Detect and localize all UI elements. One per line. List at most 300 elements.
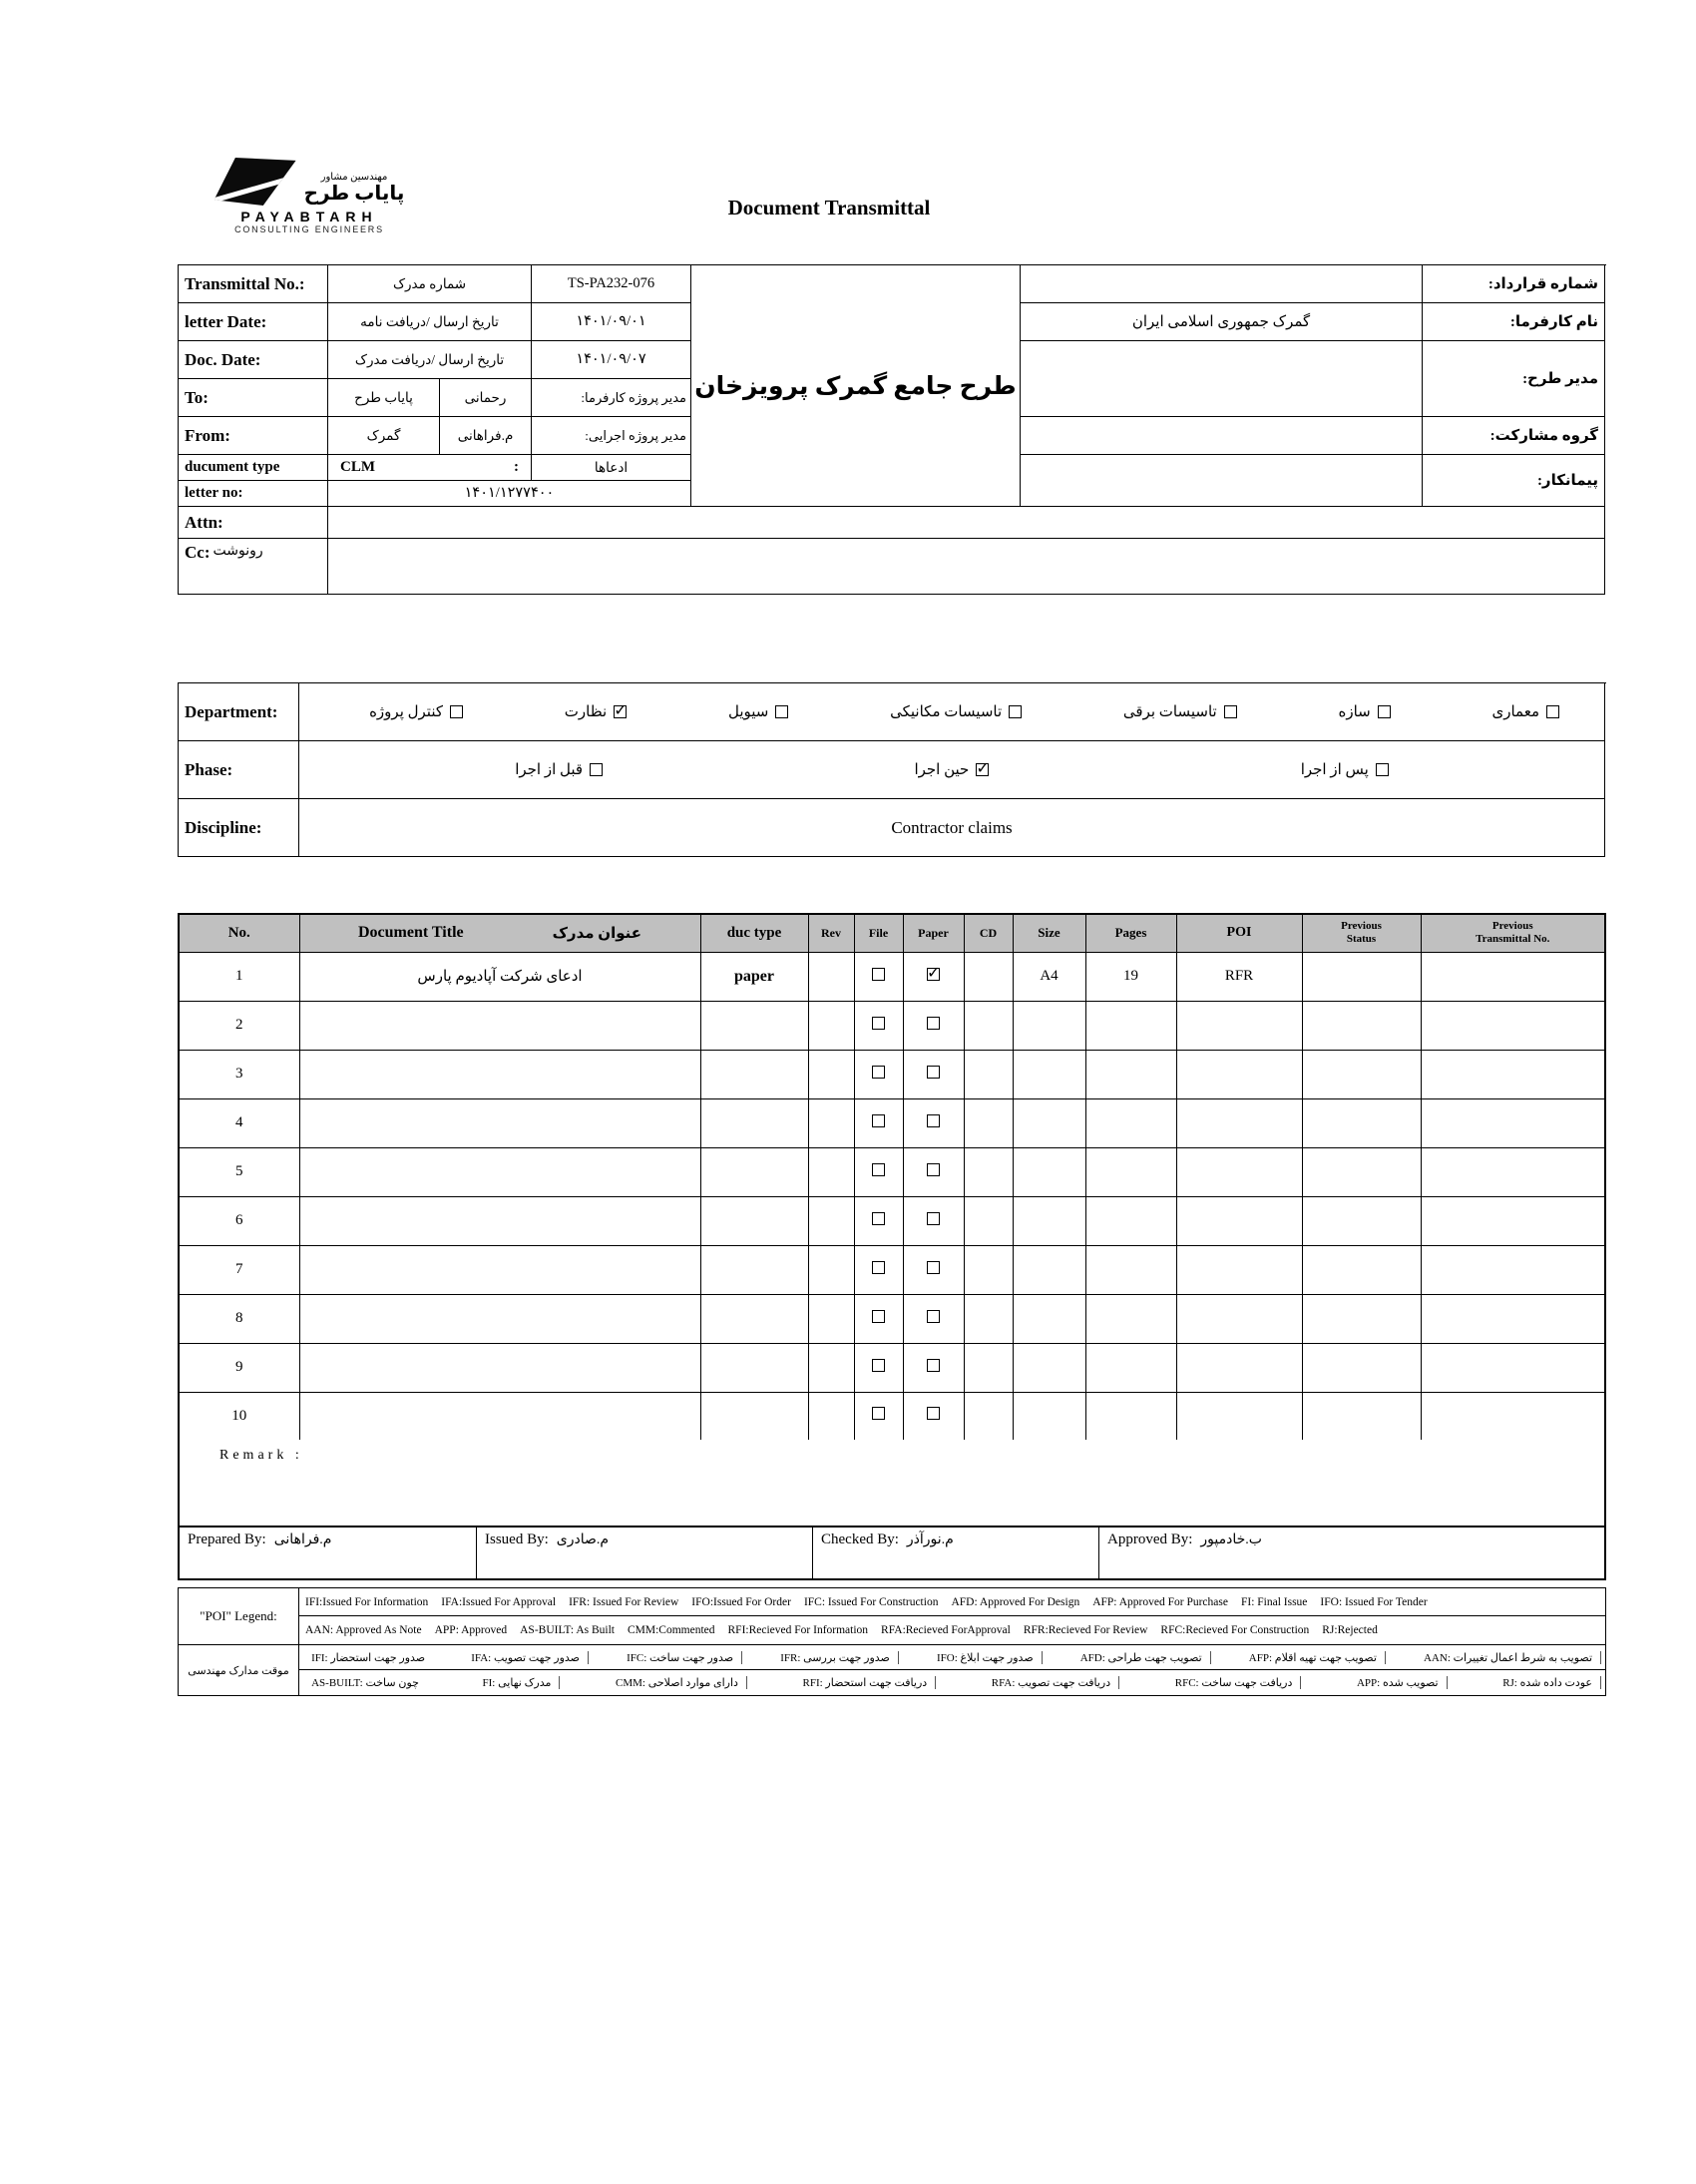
cell-paper: [903, 1343, 964, 1392]
contractor-value-field: [1021, 455, 1423, 507]
contractor-label: پیمانکار:: [1423, 455, 1605, 507]
cell-paper: [903, 952, 964, 1001]
file-checkbox[interactable]: [872, 1017, 885, 1030]
phase-checkbox[interactable]: [976, 763, 989, 776]
cell-title: [299, 1147, 700, 1196]
cell-cd: [964, 1147, 1013, 1196]
project-title: طرح جامع گمرک پرویزخان: [691, 265, 1021, 507]
discipline-value: Contractor claims: [299, 799, 1605, 857]
cell-prev-transmittal: [1421, 1294, 1605, 1343]
from-label: From:: [179, 417, 328, 455]
header-rev: Rev: [808, 914, 854, 952]
plan-manager-label: مدیر طرح:: [1423, 341, 1605, 417]
documents-header-row: [179, 914, 1605, 952]
letter-date-label-fa: تاریخ ارسال /دریافت نامه: [328, 303, 532, 341]
contract-no-value-field: [1021, 265, 1423, 303]
header-previous-status: Previous Status: [1302, 914, 1421, 952]
phase-option: [1301, 760, 1389, 779]
cell-poi: [1176, 1392, 1302, 1441]
fa-legend-item: RFI: دریافت جهت استحضار: [794, 1676, 936, 1689]
phase-option-label: قبل از اجرا: [515, 762, 584, 778]
signature-cell: [477, 1528, 813, 1578]
fa-legend-item: RFA: دریافت جهت تصویب: [984, 1676, 1119, 1689]
cell-pages: [1085, 1343, 1176, 1392]
fa-legend-line-2: [299, 1670, 1605, 1695]
document-type-value-cell: [328, 455, 532, 481]
cell-paper: [903, 1147, 964, 1196]
cell-rev: [808, 1294, 854, 1343]
cell-no: 8: [179, 1294, 299, 1343]
cell-doc-type: paper: [700, 952, 808, 1001]
cell-size: [1013, 1245, 1085, 1294]
exec-pm-label: مدیر پروژه اجرایی:: [532, 417, 691, 455]
poi-legend-item: AAN: Approved As Note: [305, 1624, 422, 1636]
cell-cd: [964, 1343, 1013, 1392]
cell-cd: [964, 1196, 1013, 1245]
cell-doc-type: [700, 1245, 808, 1294]
document-row: [179, 1245, 1605, 1294]
fa-legend-item: CMM: دارای موارد اصلاحی: [608, 1676, 747, 1689]
fa-legend-item: RFC: دریافت جهت ساخت: [1167, 1676, 1302, 1689]
header-file: File: [854, 914, 903, 952]
discipline-label: Discipline:: [179, 799, 299, 857]
poi-legend-label: "POI" Legend:: [179, 1588, 299, 1644]
cell-pages: [1085, 1392, 1176, 1441]
cell-size: [1013, 1098, 1085, 1147]
paper-checkbox[interactable]: [927, 968, 940, 981]
cell-paper: [903, 1294, 964, 1343]
cell-pages: 19: [1085, 952, 1176, 1001]
department-label: Department:: [179, 683, 299, 741]
phase-option: [914, 760, 989, 779]
cell-prev-status: [1302, 1196, 1421, 1245]
poi-legend-item: AFP: Approved For Purchase: [1092, 1595, 1228, 1608]
cc-label-fa: رونوشت: [212, 544, 263, 559]
cell-poi: RFR: [1176, 952, 1302, 1001]
department-option-label: معماری: [1491, 704, 1539, 720]
phase-checkbox[interactable]: [1376, 763, 1389, 776]
cell-pages: [1085, 1245, 1176, 1294]
file-checkbox[interactable]: [872, 1212, 885, 1225]
cell-prev-transmittal: [1421, 1098, 1605, 1147]
cell-size: [1013, 1196, 1085, 1245]
poi-legend-item: IFR: Issued For Review: [569, 1595, 679, 1608]
transmittal-info-table: [178, 264, 1606, 595]
file-checkbox[interactable]: [872, 1359, 885, 1372]
department-checkbox[interactable]: [1224, 705, 1237, 718]
cell-cd: [964, 1098, 1013, 1147]
header-doc-type: duc type: [700, 914, 808, 952]
department-checkbox[interactable]: [775, 705, 788, 718]
signature-label: Approved By:: [1107, 1531, 1193, 1547]
cell-pages: [1085, 1001, 1176, 1050]
cell-poi: [1176, 1001, 1302, 1050]
phase-option-label: حین اجرا: [914, 762, 970, 778]
cell-no: 2: [179, 1001, 299, 1050]
doc-date-label: Doc. Date:: [179, 341, 328, 379]
cell-size: [1013, 1001, 1085, 1050]
doc-date-label-fa: تاریخ ارسال /دریافت مدرک: [328, 341, 532, 379]
cell-title: [299, 1392, 700, 1441]
poi-legend-item: RJ:Rejected: [1322, 1624, 1378, 1636]
file-checkbox[interactable]: [872, 1114, 885, 1127]
department-option: [728, 702, 788, 721]
cell-cd: [964, 1392, 1013, 1441]
fa-legend-item: APP: تصویب شده: [1349, 1676, 1448, 1689]
cell-paper: [903, 1098, 964, 1147]
document-row: [179, 1147, 1605, 1196]
cell-rev: [808, 1245, 854, 1294]
remark-section: [178, 1440, 1606, 1528]
partnership-value-field: [1021, 417, 1423, 455]
header-pages: Pages: [1085, 914, 1176, 952]
paper-checkbox[interactable]: [927, 1261, 940, 1274]
signature-cell: [1099, 1528, 1604, 1578]
cell-file: [854, 1050, 903, 1098]
document-row: [179, 1294, 1605, 1343]
header-cd: CD: [964, 914, 1013, 952]
phase-options-row: [299, 741, 1605, 799]
poi-legend-item: IFC: Issued For Construction: [803, 1595, 939, 1608]
file-checkbox[interactable]: [872, 1163, 885, 1176]
poi-legend-item: RFR:Recieved For Review: [1023, 1624, 1148, 1636]
cell-poi: [1176, 1294, 1302, 1343]
fa-legend-item: AFD: تصویب جهت طراحی: [1072, 1651, 1211, 1664]
cell-doc-type: [700, 1343, 808, 1392]
cell-no: 5: [179, 1147, 299, 1196]
plan-manager-value-field: [1021, 341, 1423, 417]
document-row: [179, 1343, 1605, 1392]
header-no: No.: [179, 914, 299, 952]
cell-no: 7: [179, 1245, 299, 1294]
cell-pages: [1085, 1196, 1176, 1245]
signature-cell: [813, 1528, 1099, 1578]
cell-doc-type: [700, 1392, 808, 1441]
cell-prev-status: [1302, 1392, 1421, 1441]
cell-rev: [808, 1050, 854, 1098]
paper-checkbox[interactable]: [927, 1163, 940, 1176]
cell-file: [854, 1098, 903, 1147]
fa-legend-item: FI: مدرک نهایی: [475, 1676, 561, 1689]
header-paper: Paper: [903, 914, 964, 952]
cell-prev-transmittal: [1421, 1343, 1605, 1392]
phase-option-label: پس از اجرا: [1300, 762, 1369, 778]
cell-no: 3: [179, 1050, 299, 1098]
cc-label: Cc:: [185, 543, 211, 562]
poi-legend-line-1: [299, 1588, 1605, 1616]
poi-legend-item: CMM:Commented: [627, 1624, 715, 1636]
fa-legend-item: IFC: صدور جهت ساخت: [619, 1651, 742, 1664]
poi-legend-item: AS-BUILT: As Built: [520, 1624, 615, 1636]
to-value: پایاب طرح: [328, 379, 440, 417]
department-option: [1492, 702, 1560, 721]
signature-label: Issued By:: [485, 1531, 549, 1547]
page-title: Document Transmittal: [727, 196, 931, 219]
cell-poi: [1176, 1147, 1302, 1196]
signatures-row: [178, 1528, 1606, 1580]
from-value: گمرک: [328, 417, 440, 455]
client-pm-label: مدیر پروژه کارفرما:: [532, 379, 691, 417]
cell-pages: [1085, 1147, 1176, 1196]
poi-legend-item: RFA:Recieved ForApproval: [881, 1624, 1011, 1636]
cell-size: [1013, 1343, 1085, 1392]
poi-legend-item: RFC:Recieved For Construction: [1160, 1624, 1310, 1636]
cell-title: [299, 1196, 700, 1245]
cell-title: [299, 1050, 700, 1098]
document-type-value: CLM: [340, 459, 375, 475]
fa-legend-item: IFI: صدور جهت استحضار: [311, 1651, 426, 1664]
cell-doc-type: [700, 1147, 808, 1196]
file-checkbox[interactable]: [872, 1310, 885, 1323]
paper-checkbox[interactable]: [927, 1212, 940, 1225]
signature-label: Checked By:: [821, 1531, 899, 1547]
department-checkbox[interactable]: [1009, 705, 1022, 718]
logo-consultant-text: مهندسین مشاور: [320, 171, 388, 183]
document-row: [179, 1050, 1605, 1098]
attn-value-field: [328, 507, 1605, 539]
fa-legend-item: IFO: صدور جهت ابلاغ: [929, 1651, 1043, 1664]
cell-file: [854, 1245, 903, 1294]
cell-pages: [1085, 1294, 1176, 1343]
poi-legend-item: AFD: Approved For Design: [951, 1595, 1080, 1608]
cell-pages: [1085, 1098, 1176, 1147]
phase-checkbox[interactable]: [590, 763, 603, 776]
cell-poi: [1176, 1343, 1302, 1392]
fa-legend-item: RJ: عودت داده شده: [1494, 1676, 1601, 1689]
department-option-label: سیویل: [727, 704, 769, 720]
header-document-title: [299, 914, 700, 952]
cell-file: [854, 1294, 903, 1343]
cell-prev-transmittal: [1421, 1392, 1605, 1441]
cc-value-field: [328, 539, 1605, 595]
document-row: [179, 1001, 1605, 1050]
department-option: [369, 702, 463, 721]
cell-no: 4: [179, 1098, 299, 1147]
cell-doc-type: [700, 1098, 808, 1147]
document-row: [179, 1098, 1605, 1147]
poi-legend-item: APP: Approved: [434, 1624, 508, 1636]
logo-company-name-en: PAYABTARH: [240, 209, 378, 224]
fa-legend-item: AS-BUILT: چون ساخت: [311, 1677, 419, 1689]
cell-file: [854, 1392, 903, 1441]
fa-legend-table: [178, 1644, 1606, 1696]
fa-legend-item: AFP: تصویب جهت تهیه اقلام: [1241, 1651, 1386, 1664]
cell-no: 6: [179, 1196, 299, 1245]
signature-label: Prepared By:: [188, 1531, 266, 1547]
department-option: [1338, 702, 1390, 721]
department-option-label: نظارت: [564, 704, 608, 720]
cell-doc-type: [700, 1001, 808, 1050]
cell-prev-transmittal: [1421, 1050, 1605, 1098]
cell-pages: [1085, 1050, 1176, 1098]
cell-no: 1: [179, 952, 299, 1001]
poi-legend-item: IFO: Issued For Tender: [1320, 1595, 1428, 1608]
signature-name: م.صادری: [556, 1532, 610, 1547]
cell-poi: [1176, 1196, 1302, 1245]
cell-no: 10: [179, 1392, 299, 1441]
fa-legend-label: موقت مدارک مهندسی: [179, 1645, 299, 1695]
cell-title: [299, 1343, 700, 1392]
cell-prev-status: [1302, 1343, 1421, 1392]
cell-prev-transmittal: [1421, 1196, 1605, 1245]
fa-legend-item: IFA: صدور جهت تصویب: [463, 1651, 589, 1664]
header-poi: POI: [1176, 914, 1302, 952]
letter-no-label: letter no:: [179, 481, 328, 507]
paper-checkbox[interactable]: [927, 1359, 940, 1372]
signature-name: ب.خادمپور: [1200, 1532, 1262, 1547]
department-option: [890, 702, 1022, 721]
cell-title: [299, 1245, 700, 1294]
cell-prev-status: [1302, 1245, 1421, 1294]
cell-paper: [903, 1392, 964, 1441]
poi-legend-item: RFI:Recieved For Information: [727, 1624, 869, 1636]
file-checkbox[interactable]: [872, 968, 885, 981]
document-type-value-fa: ادعاها: [532, 455, 691, 481]
cell-title: ادعای شرکت آپادیوم پارس: [299, 952, 700, 1001]
cell-title: [299, 1098, 700, 1147]
cell-prev-transmittal: [1421, 1147, 1605, 1196]
department-checkbox[interactable]: [1546, 705, 1559, 718]
cell-prev-status: [1302, 1147, 1421, 1196]
department-options-row: [299, 683, 1605, 741]
cell-poi: [1176, 1245, 1302, 1294]
cell-size: [1013, 1147, 1085, 1196]
file-checkbox[interactable]: [872, 1261, 885, 1274]
cell-title: [299, 1294, 700, 1343]
poi-legend-item: IFO:Issued For Order: [691, 1595, 791, 1608]
cell-paper: [903, 1196, 964, 1245]
department-option-label: تاسیسات برقی: [1122, 704, 1217, 720]
fa-legend-item: AAN: تصویب به شرط اعمال تغییرات: [1416, 1651, 1601, 1664]
cell-prev-status: [1302, 1001, 1421, 1050]
poi-legend-table: [178, 1587, 1606, 1645]
document-type-label: ducument type: [179, 455, 328, 481]
department-option-label: کنترل پروژه: [369, 704, 443, 720]
logo-subtitle: CONSULTING ENGINEERS: [234, 224, 384, 234]
cell-rev: [808, 1001, 854, 1050]
document-row: [179, 1392, 1605, 1441]
cell-prev-transmittal: [1421, 952, 1605, 1001]
cell-file: [854, 1147, 903, 1196]
cell-size: [1013, 1050, 1085, 1098]
header-size: Size: [1013, 914, 1085, 952]
document-row: [179, 1196, 1605, 1245]
department-option: [1123, 702, 1237, 721]
cell-prev-status: [1302, 1294, 1421, 1343]
signature-name: م.فراهانی: [273, 1532, 332, 1547]
cell-size: [1013, 1392, 1085, 1441]
letter-no-value: ۱۴۰۱/۱۲۷۷۴۰۰: [328, 481, 691, 507]
cell-doc-type: [700, 1050, 808, 1098]
cell-paper: [903, 1001, 964, 1050]
phase-label: Phase:: [179, 741, 299, 799]
partnership-label: گروه مشارکت:: [1423, 417, 1605, 455]
classification-table: [178, 682, 1606, 857]
cell-prev-status: [1302, 1050, 1421, 1098]
cell-prev-status: [1302, 1098, 1421, 1147]
cell-poi: [1176, 1050, 1302, 1098]
client-name-label: نام کارفرما:: [1423, 303, 1605, 341]
cell-cd: [964, 952, 1013, 1001]
logo-company-name-fa: پایاب طرح: [303, 183, 405, 205]
cell-doc-type: [700, 1196, 808, 1245]
poi-legend-line-2: [299, 1616, 1605, 1644]
cell-cd: [964, 1294, 1013, 1343]
file-checkbox[interactable]: [872, 1407, 885, 1420]
department-option-label: سازه: [1338, 704, 1371, 720]
transmittal-no-label-fa: شماره مدرک: [328, 265, 532, 303]
cell-file: [854, 1196, 903, 1245]
department-option-label: تاسیسات مکانیکی: [890, 704, 1003, 720]
cell-rev: [808, 1392, 854, 1441]
department-checkbox[interactable]: [450, 705, 463, 718]
cell-size: [1013, 1294, 1085, 1343]
paper-checkbox[interactable]: [927, 1114, 940, 1127]
client-name-value: گمرک جمهوری اسلامی ایران: [1021, 303, 1423, 341]
remark-label: Remark :: [219, 1448, 303, 1463]
cell-rev: [808, 1098, 854, 1147]
department-option: [565, 702, 627, 721]
paper-checkbox[interactable]: [927, 1017, 940, 1030]
cell-doc-type: [700, 1294, 808, 1343]
cell-rev: [808, 1196, 854, 1245]
cell-paper: [903, 1245, 964, 1294]
header-title-fa: عنوان مدرک: [552, 925, 641, 942]
letter-date-value: ۱۴۰۱/۰۹/۰۱: [532, 303, 691, 341]
client-pm-value: رحمانی: [440, 379, 532, 417]
fa-legend-item: IFR: صدور جهت بررسی: [772, 1651, 899, 1664]
paper-checkbox[interactable]: [927, 1407, 940, 1420]
document-row: [179, 952, 1605, 1001]
header-previous-transmittal-no: Previous Transmittal No.: [1421, 914, 1605, 952]
poi-legend-item: IFA:Issued For Approval: [441, 1595, 557, 1608]
exec-pm-value: م.فراهانی: [440, 417, 532, 455]
cell-cd: [964, 1001, 1013, 1050]
contract-no-label: شماره قرارداد:: [1423, 265, 1605, 303]
department-checkbox[interactable]: [1378, 705, 1391, 718]
transmittal-no-value: TS-PA232-076: [532, 265, 691, 303]
phase-option: [515, 760, 603, 779]
header-title-en: Document Title: [357, 924, 464, 942]
cell-paper: [903, 1050, 964, 1098]
cc-label-cell: [179, 539, 328, 595]
doc-date-value: ۱۴۰۱/۰۹/۰۷: [532, 341, 691, 379]
fa-legend-line-1: [299, 1645, 1605, 1670]
letter-date-label: letter Date:: [179, 303, 328, 341]
poi-legend-item: FI: Final Issue: [1240, 1595, 1308, 1608]
cell-prev-transmittal: [1421, 1245, 1605, 1294]
cell-title: [299, 1001, 700, 1050]
cell-cd: [964, 1050, 1013, 1098]
cell-file: [854, 952, 903, 1001]
to-label: To:: [179, 379, 328, 417]
file-checkbox[interactable]: [872, 1066, 885, 1079]
documents-table: [178, 913, 1606, 1442]
paper-checkbox[interactable]: [927, 1310, 940, 1323]
paper-checkbox[interactable]: [927, 1066, 940, 1079]
poi-legend-item: IFI:Issued For Information: [305, 1595, 429, 1608]
cell-size: A4: [1013, 952, 1085, 1001]
cell-prev-status: [1302, 952, 1421, 1001]
department-checkbox[interactable]: [614, 705, 627, 718]
cell-cd: [964, 1245, 1013, 1294]
cell-rev: [808, 1343, 854, 1392]
attn-label: Attn:: [179, 507, 328, 539]
transmittal-no-label: Transmittal No.:: [179, 265, 328, 303]
cell-rev: [808, 1147, 854, 1196]
cell-prev-transmittal: [1421, 1001, 1605, 1050]
document-type-colon: :: [514, 459, 519, 475]
